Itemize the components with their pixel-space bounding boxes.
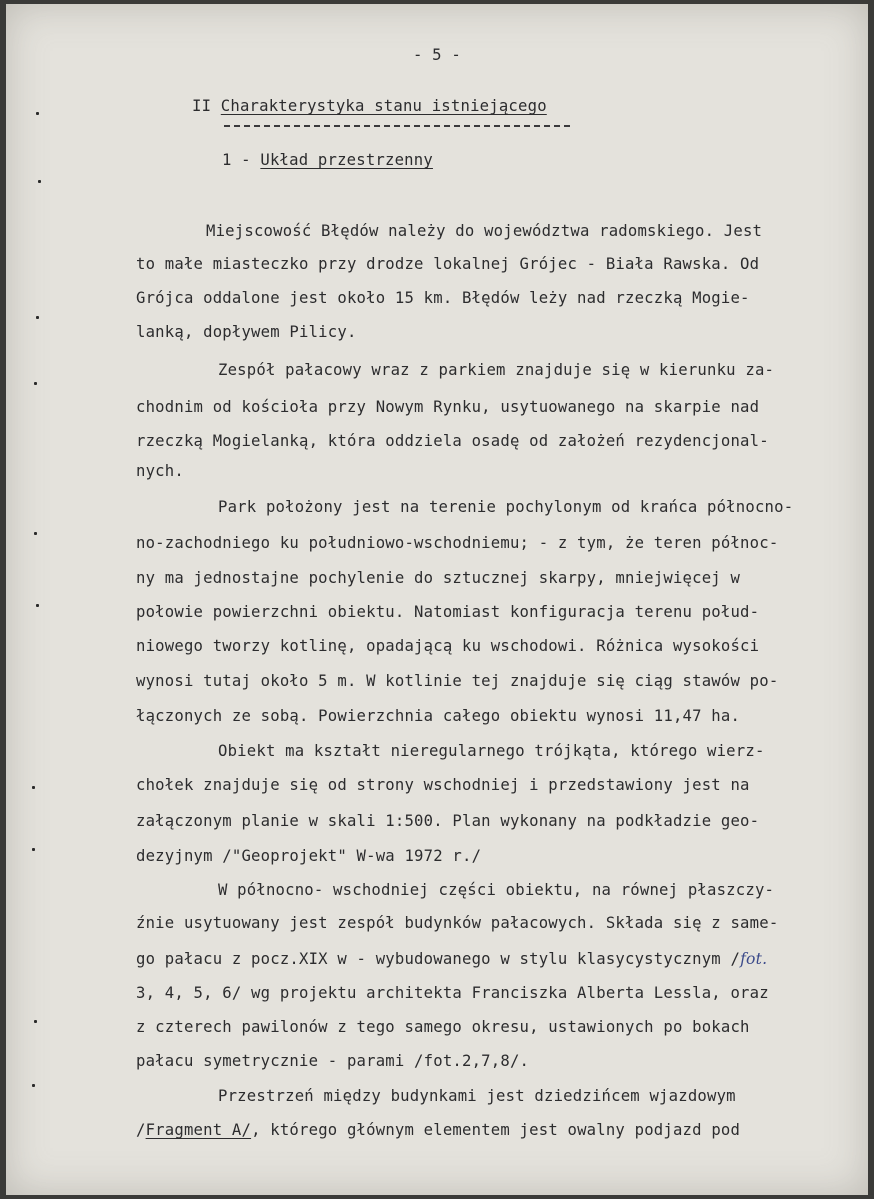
margin-mark [32,1084,35,1087]
text-line: /Fragment A/, którego głównym elementem jest owalny podjazd pod [136,1121,741,1139]
subsection-heading [222,151,433,169]
text-line: Grójca oddalone jest około 15 km. Błędów leży nad rzeczką Mogie- [136,289,750,307]
text-line: łączonych ze sobą. Powierzchnia całego obiektu wynosi 11,47 ha. [136,707,741,725]
text-line: rzeczką Mogielanką, która oddziela osadę od założeń rezydencjonal- [136,432,769,450]
section-number: II [192,97,212,115]
text-line: ny ma jednostajne pochylenie do sztucznej skarpy, mniejwięcej w [136,569,741,587]
margin-mark [34,532,37,535]
section-heading [192,97,547,115]
margin-mark [34,1020,37,1023]
section-title: Charakterystyka stanu istniejącego [220,97,547,115]
text-line: połowie powierzchni obiektu. Natomiast konfiguracja terenu połud- [136,603,760,621]
text-line: chołek znajduje się od strony wschodniej i przedstawiony jest na [136,776,750,794]
text-line: Miejscowość Błędów należy do województwa radomskiego. Jest [206,222,763,240]
margin-mark [32,786,35,789]
handwritten-annotation: fot. [740,950,768,968]
margin-mark [36,112,39,115]
heading-dashed-underline [224,125,570,127]
text-line: to małe miasteczko przy drodze lokalnej Grójec - Biała Rawska. Od [136,255,760,273]
text-line: załączonym planie w skali 1:500. Plan wykonany na podkładzie geo- [136,812,760,830]
subsection-title: Układ przestrzenny [260,151,433,169]
page-number: - 5 - [413,46,461,64]
text-line: Przestrzeń między budynkami jest dziedzińcem wjazdowym [218,1087,736,1105]
text-line: chodnim od kościoła przy Nowym Rynku, usytuowanego na skarpie nad [136,398,760,416]
text-line: wynosi tutaj około 5 m. W kotlinie tej znajduje się ciąg stawów po- [136,672,779,690]
margin-mark [32,848,35,851]
margin-mark [34,382,37,385]
subsection-number: 1 - [222,151,251,169]
text-line: nych. [136,462,184,480]
text-line: 3, 4, 5, 6/ wg projektu architekta Franciszka Alberta Lessla, oraz [136,984,769,1002]
fragment-reference: Fragment A/ [145,1121,252,1139]
text-line: pałacu symetrycznie - parami /fot.2,7,8/. [136,1052,530,1070]
text-line: Zespół pałacowy wraz z parkiem znajduje się w kierunku za- [218,361,775,379]
text-line: z czterech pawilonów z tego samego okresu, ustawionych po bokach [136,1018,750,1036]
text-line: Park położony jest na terenie pochylonym od krańca północno- [218,498,794,516]
text-line: lanką, dopływem Pilicy. [136,323,357,341]
text-line: niowego tworzy kotlinę, opadającą ku wschodowi. Różnica wysokości [136,637,760,655]
text-line: W północno- wschodniej części obiektu, na równej płaszczy- [218,881,775,899]
text-line: Obiekt ma kształt nieregularnego trójkąta, którego wierz- [218,742,765,760]
text-line: no-zachodniego ku południowo-wschodniemu; - z tym, że teren północ- [136,534,779,552]
text-line: dezyjnym /"Geoprojekt" W-wa 1972 r./ [136,847,482,865]
margin-mark [36,316,39,319]
text-line: źnie usytuowany jest zespół budynków pałacowych. Składa się z same- [136,914,779,932]
margin-mark [36,604,39,607]
document-page [6,4,868,1195]
text-line: go pałacu z pocz.XIX w - wybudowanego w stylu klasycystycznym /fot. [136,950,768,968]
margin-mark [38,180,41,183]
